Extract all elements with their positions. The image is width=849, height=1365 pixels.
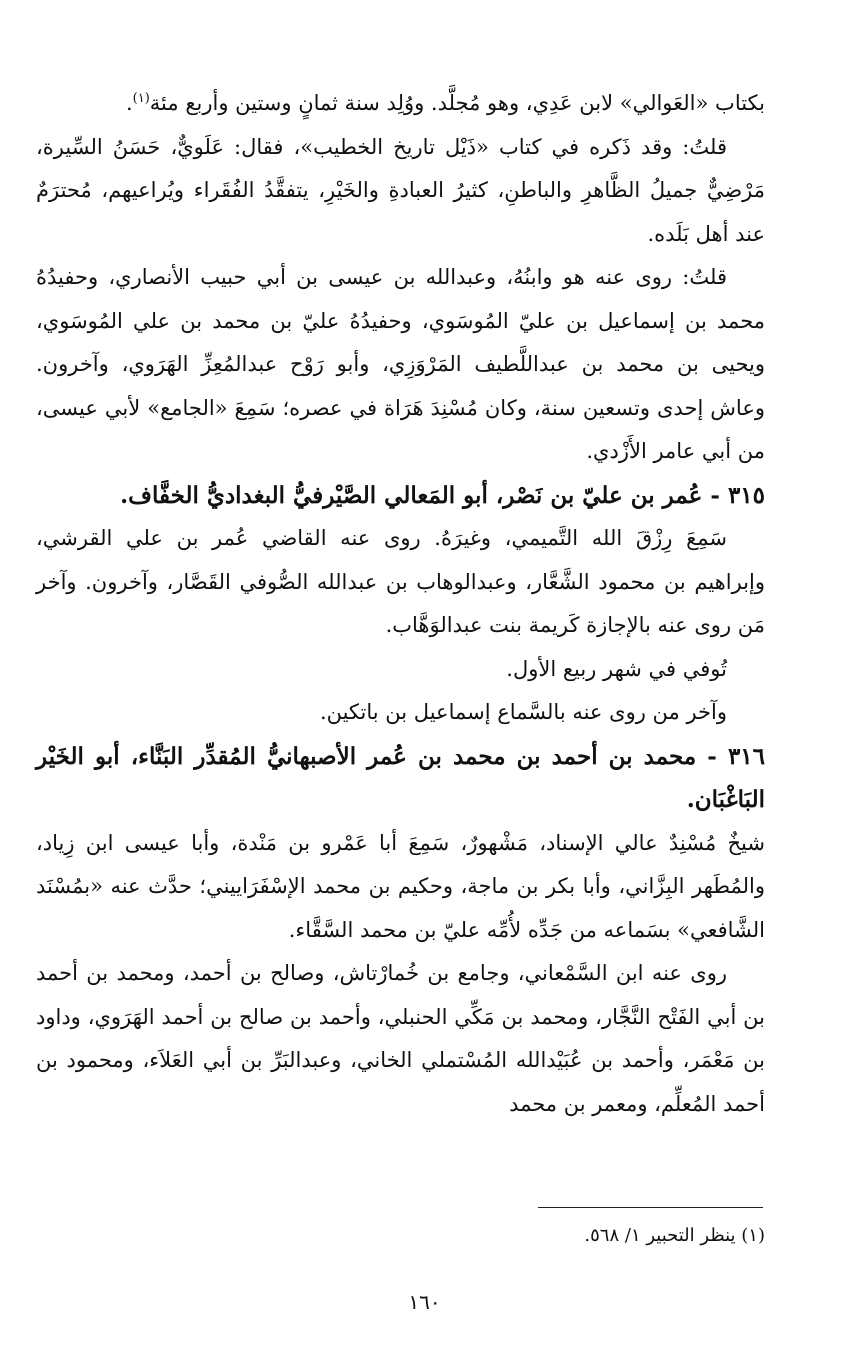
paragraph-4: سَمِعَ رِزْقَ الله التَّميمي، وغيرَهُ. روى عنه القاضي عُمر بن علي القرشي، وإبراهيم بن محمود الشَّعَّار، وعبدالوهاب بن عبدالله الصُّوفي القَصَّار، وآخرون. وآخر مَن روى عنه بالإجازة كَريمة بنت عبدالوَهَّاب. [36,526,765,637]
footnote-divider [538,1207,763,1208]
paragraph-7: شيخٌ مُسْنِدٌ عالي الإسناد، مَشْهورٌ، سَمِعَ أبا عَمْرو بن مَنْدة، وأبا عيسى ابن زِياد، والمُطَهر البِزَّاني، وأبا بكر بن ماجة، وحكيم بن محمد الإسْفَرَاييني؛ حدَّث عنه «بمُسْنَد الشَّافعي» بسَماعه من جَدِّه لأُمِّه عليّ بن محمد السَّقَّاء. [36,830,765,942]
paragraph-6: وآخر من روى عنه بالسَّماع إسماعيل بن باتكين. [319,700,727,724]
paragraph-1 [36,82,765,126]
entry-heading-316: ٣١٦ - محمد بن أحمد بن محمد بن عُمر الأصبهانيُّ المُقدِّر البَنَّاء، أبو الخَيْر البَاغْبَان. [36,742,765,813]
entry-heading-315: ٣١٥ - عُمر بن عليّ بن نَصْر، أبو المَعالي الصَّيْرفيُّ البغداديُّ الخفَّاف. [120,481,765,509]
paragraph-5: تُوفي في شهر ربيع الأول. [506,656,727,681]
paragraph-2: قلتُ: وقد ذَكره في كتاب «ذَيْل تاريخ الخطيب»، فقال: عَلَويٌّ، حَسَنُ السِّيرة، مَرْضِيٌّ جميلُ الظَّاهرِ والباطنِ، كثيرُ العبادةِ والخَيْرِ، يتفقَّدُ الفُقَراء ويُراعيهم، مُحترَمٌ عند أهل بَلَده. [36,134,765,246]
paragraph-8: روى عنه ابن السَّمْعاني، وجامع بن خُمارْتاش، وصالح بن أحمد، ومحمد بن أحمد بن أبي الفَتْح النَّجَّار، ومحمد بن مَكِّي الحنبلي، وأحمد بن صالح بن أحمد الهَرَوي، وداود بن مَعْمَر، وأحمد بن عُبَيْدالله المُسْتملي الخاني، وعبدالبَرِّ بن أبي العَلاَء، ومحمود بن أحمد المُعلِّم، ومعمر بن محمد [36,961,765,1116]
footnote [584,1222,765,1250]
main-text [36,82,765,1126]
paragraph-1-tail: . [125,91,133,115]
footnote-marker: (١) [741,1225,765,1246]
footnote-reference[interactable]: (١) [132,91,150,106]
paragraph-1-text: بكتاب «العَوالي» لابن عَدِي، وهو مُجلَّد. ووُلِد سنة ثمانٍ وستين وأربع مئة [149,91,765,115]
footnote-text: ينظر التحبير ١/ ٥٦٨. [584,1225,736,1246]
page-number: ١٦٠ [408,1290,441,1314]
paragraph-3: قلتُ: روى عنه هو وابنُهُ، وعبدالله بن عيسى بن أبي حبيب الأنصاري، وحفيدُهُ محمد بن إسماعيل بن عليّ المُوسَوي، وحفيدُهُ عليّ بن محمد بن علي المُوسَوي، ويحيى بن محمد بن عبداللَّطيف المَرْوَزِي، وأبو رَوْح عبدالمُعِزِّ الهَرَوي، وآخرون. وعاش إحدى وتسعين سنة، وكان مُسْنِدَ هَرَاة في عصره؛ سَمِعَ «الجامع» لأبي عيسى، من أبي عامر الأَزْدي. [36,265,765,463]
